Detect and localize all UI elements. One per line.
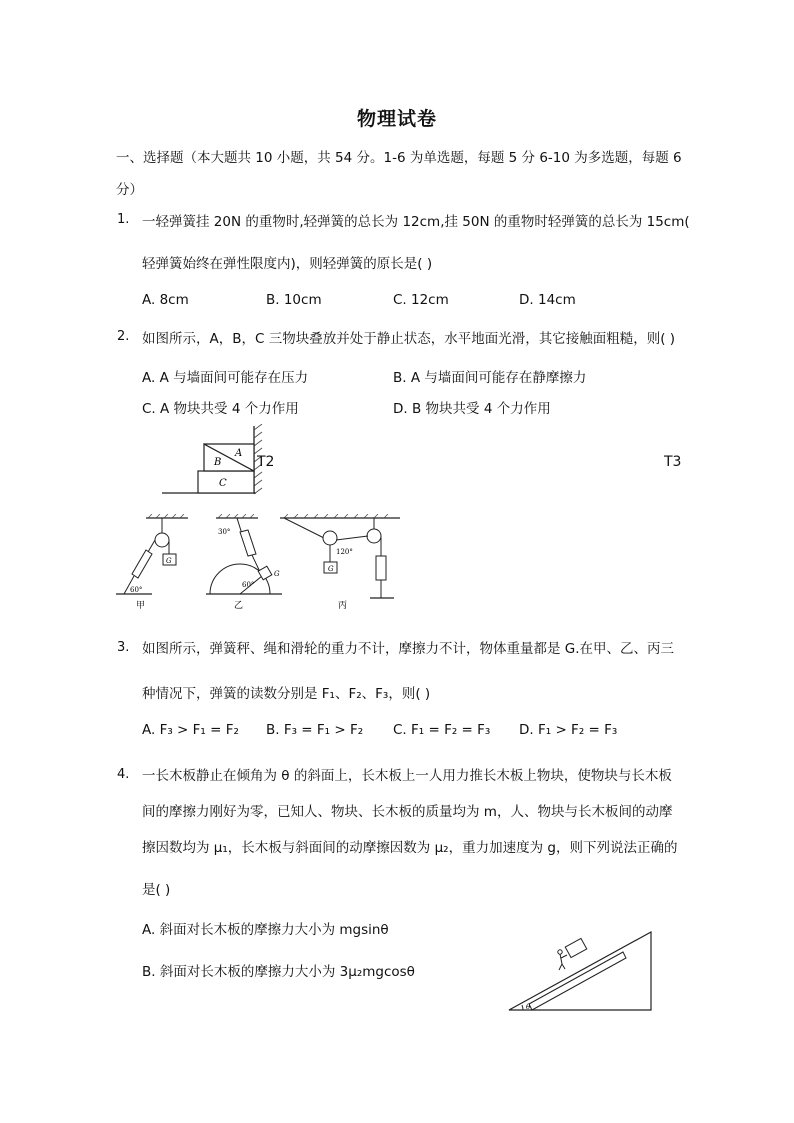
q2-option-d: D. B 物块共受 4 个力作用 — [393, 401, 551, 417]
q4-number: 4. — [117, 767, 130, 782]
page-title: 物理试卷 — [356, 108, 437, 130]
q2-stem: 如图所示，A，B，C 三物块叠放并处于静止状态，水平地面光滑，其它接触面粗糙，则( ) — [142, 331, 676, 347]
block-b-label: B — [214, 457, 222, 468]
q3-stem-line1: 如图所示，弹簧秤、绳和滑轮的重力不计，摩擦力不计，物体重量都是 G.在甲、乙、丙三 — [142, 641, 675, 657]
q4-stem-line3: 擦因数均为 μ₁，长木板与斜面间的动摩擦因数为 μ₂，重力加速度为 g，则下列说法正确的 — [142, 840, 678, 856]
q3-option-d: D. F₁ > F₂ = F₃ — [519, 722, 618, 738]
q3-option-a: A. F₃ > F₁ = F₂ — [142, 722, 239, 738]
q3-option-c: C. F₁ = F₂ = F₃ — [393, 722, 491, 738]
q2-option-b: B. A 与墙面间可能存在静摩擦力 — [393, 370, 587, 386]
q3-number: 3. — [117, 640, 130, 655]
fig3-yi-angle-top: 30° — [218, 528, 231, 536]
q2-option-c: C. A 物块共受 4 个力作用 — [142, 401, 299, 417]
q4-stem-line1: 一长木板静止在倾角为 θ 的斜面上，长木板上一人用力推长木板上物块，使物块与长木板 — [142, 768, 672, 784]
section-header-line1: 一、选择题（本大题共 10 小题，共 54 分。1-6 为单选题，每题 5 分 6-10 为多选题，每题 6 — [116, 150, 682, 166]
q1-number: 1. — [117, 212, 130, 227]
q4-option-b: B. 斜面对长木板的摩擦力大小为 3μ₂mgcosθ — [142, 964, 415, 980]
q1-option-a: A. 8cm — [142, 292, 189, 308]
fig3-jia-angle: 60° — [130, 586, 143, 594]
section-header-line2: 分） — [116, 182, 143, 198]
q1-option-b: B. 10cm — [266, 292, 322, 308]
q4-option-a: A. 斜面对长木板的摩擦力大小为 mgsinθ — [142, 922, 389, 938]
q1-option-d: D. 14cm — [519, 292, 576, 308]
figure-q4-incline — [505, 928, 655, 1014]
q4-stem-line4: 是( ) — [142, 882, 171, 898]
q2-number: 2. — [117, 329, 130, 344]
figure-t3-label: T3 — [664, 454, 682, 470]
figure-t2-blocks — [160, 424, 270, 496]
fig3-jia-weight: G — [166, 557, 172, 565]
q4-stem-line2: 间的摩擦力刚好为零，已知人、物块、长木板的质量均为 m，人、物块与长木板间的动摩 — [142, 804, 673, 820]
q1-option-c: C. 12cm — [393, 292, 449, 308]
block-a-label: A — [235, 448, 243, 459]
fig3-bing-angle: 120° — [336, 548, 353, 556]
q1-stem-line1: 一轻弹簧挂 20N 的重物时,轻弹簧的总长为 12cm,挂 50N 的重物时轻弹簧的总长为 15cm( — [142, 214, 690, 230]
q2-option-a: A. A 与墙面间可能存在压力 — [142, 370, 309, 386]
figure-t2-label: T2 — [257, 454, 275, 470]
incline-angle-label: θ — [526, 1003, 531, 1011]
fig3-label-bing: 丙 — [338, 601, 348, 611]
q1-stem-line2: 轻弹簧始终在弹性限度内)，则轻弹簧的原长是( ) — [142, 256, 433, 272]
fig3-yi-angle: 60° — [242, 581, 255, 589]
fig3-label-yi: 乙 — [234, 601, 244, 611]
fig3-label-jia: 甲 — [136, 601, 146, 611]
q3-stem-line2: 种情况下，弹簧的读数分别是 F₁、F₂、F₃，则( ) — [142, 686, 431, 702]
fig3-yi-weight: G — [274, 570, 280, 578]
block-c-label: C — [219, 478, 227, 489]
figure-t3-spring-scales — [112, 514, 412, 612]
q3-option-b: B. F₃ = F₁ > F₂ — [266, 722, 364, 738]
fig3-bing-weight: G — [328, 565, 334, 573]
